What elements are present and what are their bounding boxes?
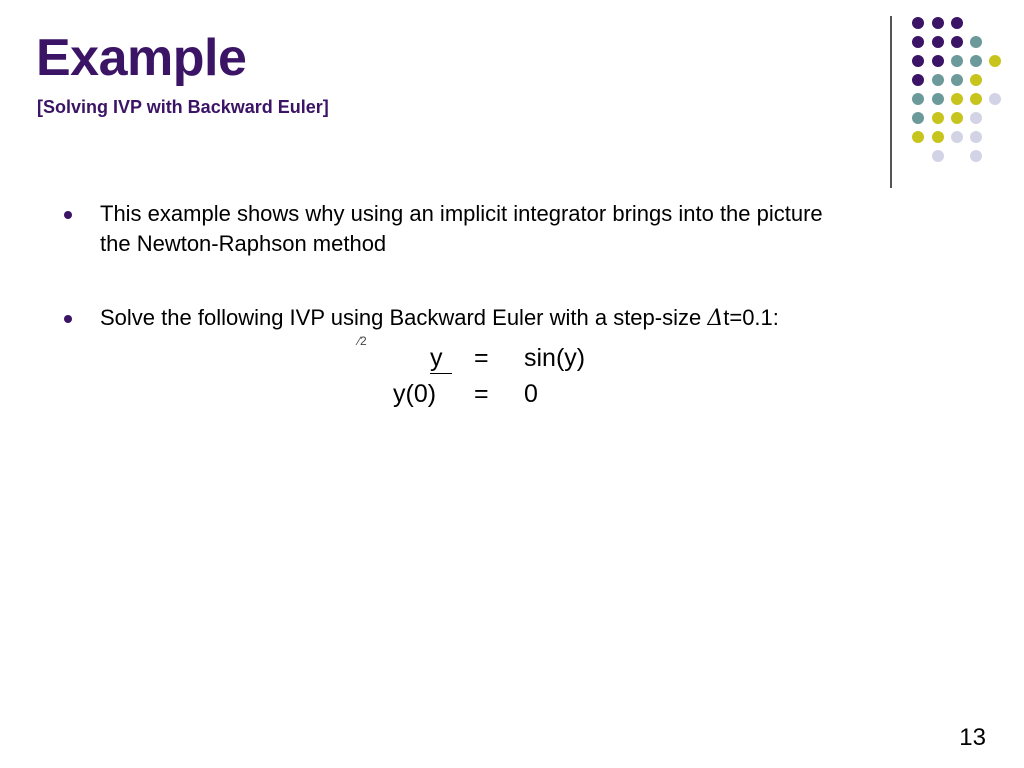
dot-purple <box>951 36 963 48</box>
dot-yellow <box>932 112 944 124</box>
dot-lavender <box>951 131 963 143</box>
bullet-text <box>100 199 960 259</box>
dot-lavender <box>970 131 982 143</box>
dot-lavender <box>970 150 982 162</box>
bullet-text-suffix: t=0.1: <box>723 305 779 330</box>
bullet-line: the Newton-Raphson method <box>100 231 387 256</box>
dot-purple <box>912 36 924 48</box>
dot-yellow <box>989 55 1001 67</box>
dot-yellow <box>912 131 924 143</box>
equation-row2-lhs: y(0) <box>393 380 437 408</box>
equation-underline <box>430 373 452 374</box>
dot-purple <box>932 17 944 29</box>
dot-purple <box>912 55 924 67</box>
dot-teal <box>970 36 982 48</box>
dot-purple <box>912 74 924 86</box>
bullet-text <box>100 303 960 334</box>
slide-subtitle: [Solving IVP with Backward Euler] <box>37 97 329 117</box>
equation-row1-rhs: sin(y) <box>524 344 586 372</box>
dot-purple <box>912 17 924 29</box>
bullet-dot-icon <box>64 315 72 323</box>
dot-teal <box>951 74 963 86</box>
dot-yellow <box>970 74 982 86</box>
bullet-dot-icon <box>64 211 72 219</box>
dot-yellow <box>932 131 944 143</box>
dot-yellow <box>951 93 963 105</box>
dot-teal <box>932 93 944 105</box>
page-number: 13 <box>959 724 986 751</box>
dot-purple <box>932 36 944 48</box>
dot-teal <box>912 112 924 124</box>
dot-yellow <box>951 112 963 124</box>
dot-teal <box>932 74 944 86</box>
equation-row1-lhs: y <box>430 344 443 372</box>
slide-title: Example <box>36 29 247 87</box>
dot-lavender <box>970 112 982 124</box>
equation-row1-equals: = <box>474 344 489 372</box>
delta-symbol: Δ <box>707 306 724 331</box>
bullet-line: This example shows why using an implicit integrator brings into the picture <box>100 201 823 226</box>
dot-lavender <box>989 93 1001 105</box>
dot-yellow <box>970 93 982 105</box>
bullet-text-prefix: Solve the following IVP using Backward Euler with a step-size <box>100 305 708 330</box>
dot-purple <box>951 17 963 29</box>
dot-purple <box>932 55 944 67</box>
dot-teal <box>951 55 963 67</box>
equation-artifact: ⁄2 <box>358 334 367 348</box>
dot-teal <box>912 93 924 105</box>
dot-teal <box>970 55 982 67</box>
decorative-dot-grid <box>0 0 1024 200</box>
equation-row2-rhs: 0 <box>524 380 538 408</box>
dot-lavender <box>932 150 944 162</box>
equation-row2-equals: = <box>474 380 489 408</box>
